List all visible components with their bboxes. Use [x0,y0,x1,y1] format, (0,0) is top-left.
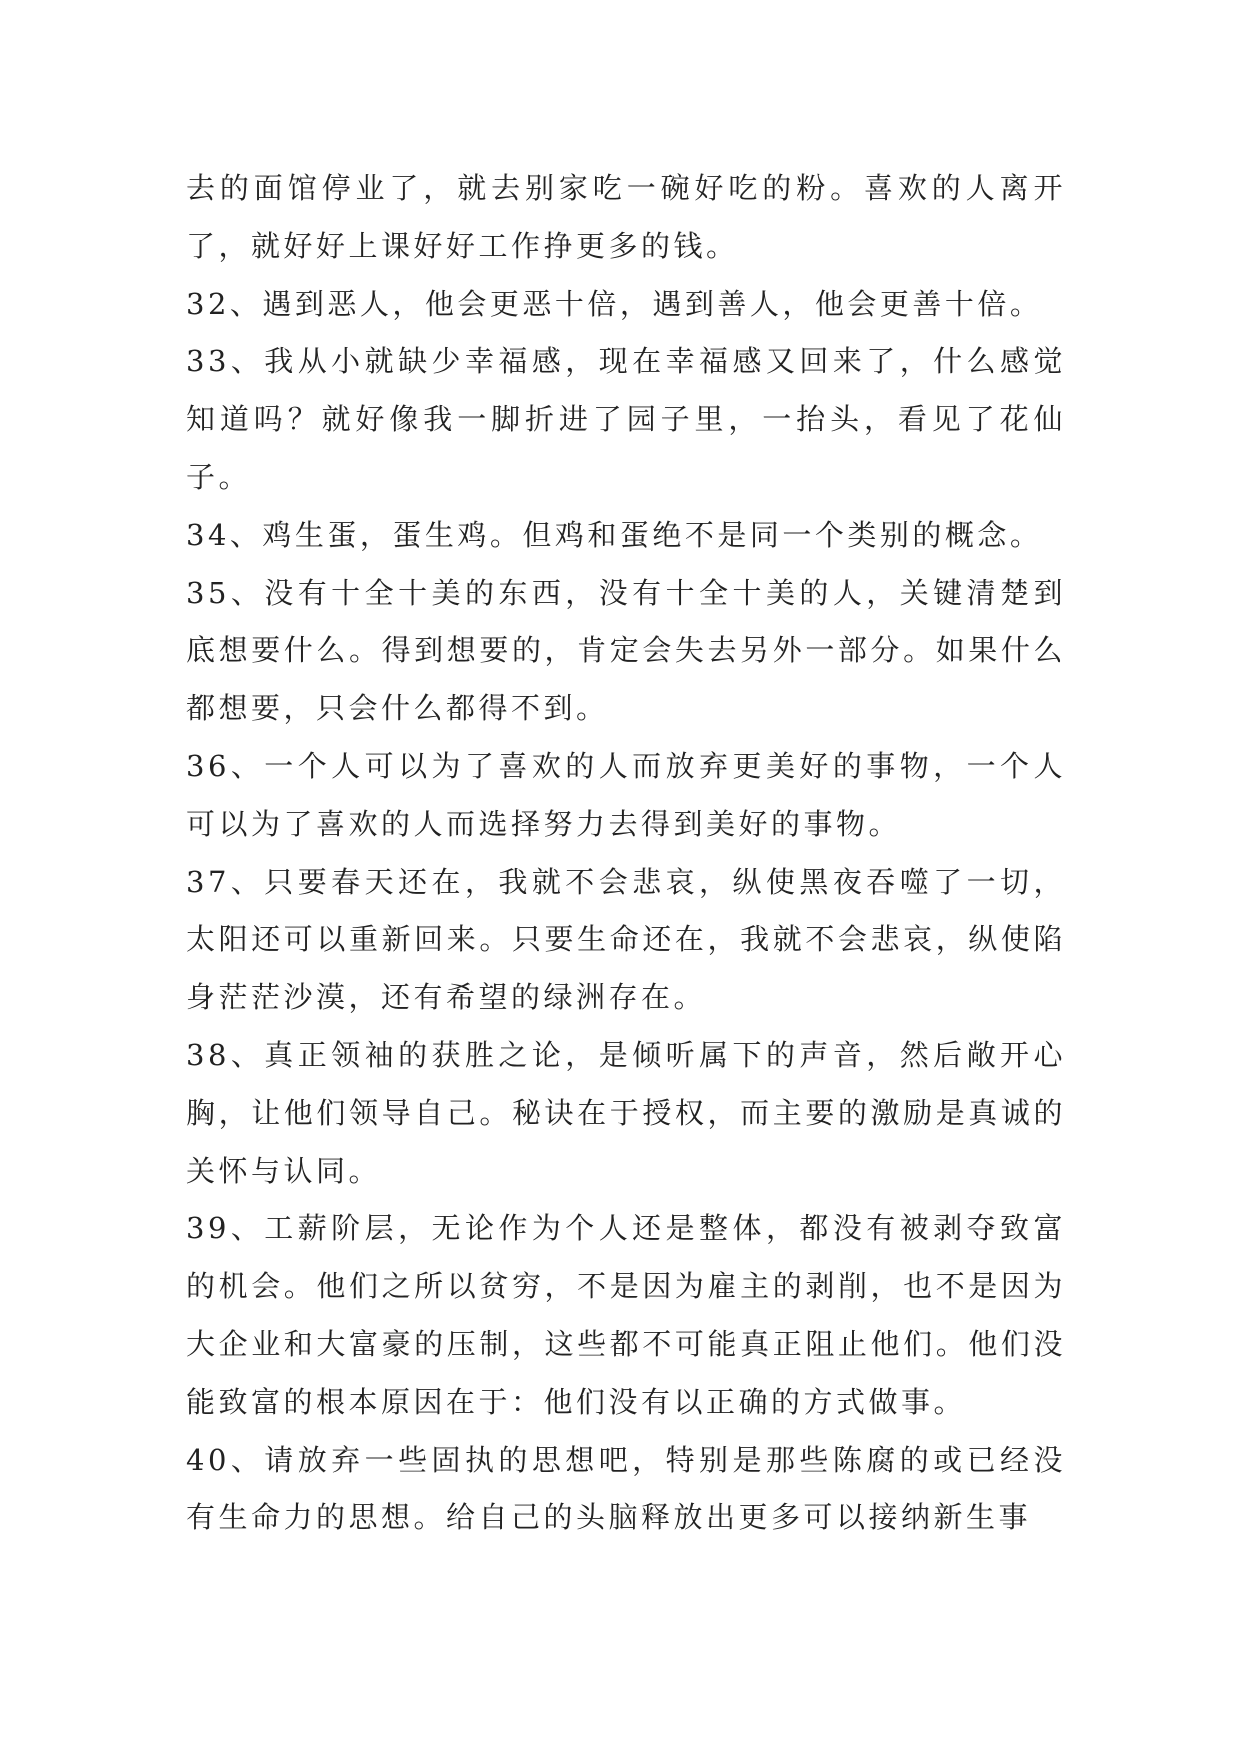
paragraph-37: 37、只要春天还在，我就不会悲哀，纵使黑夜吞噬了一切，太阳还可以重新回来。只要生命还在，我就不会悲哀，纵使陷身茫茫沙漠，还有希望的绿洲存在。 [186,864,1066,1015]
paragraph-38: 38、真正领袖的获胜之论，是倾听属下的声音，然后敞开心胸，让他们领导自己。秘诀在于授权，而主要的激励是真诚的关怀与认同。 [186,1037,1066,1188]
paragraph-34: 34、鸡生蛋，蛋生鸡。但鸡和蛋绝不是同一个类别的概念。 [186,517,1043,552]
paragraph-35: 35、没有十全十美的东西，没有十全十美的人，关键清楚到底想要什么。得到想要的，肯定会失去另外一部分。如果什么都想要，只会什么都得不到。 [186,575,1066,726]
document-body [186,160,1066,1547]
paragraph-36: 36、一个人可以为了喜欢的人而放弃更美好的事物，一个人可以为了喜欢的人而选择努力去得到美好的事物。 [186,748,1066,841]
paragraph-32: 32、遇到恶人，他会更恶十倍，遇到善人，他会更善十倍。 [186,286,1043,321]
paragraph-40: 40、请放弃一些固执的思想吧，特别是那些陈腐的或已经没有生命力的思想。给自己的头脑释放出更多可以接纳新生事 [186,1442,1066,1535]
paragraph-continued: 去的面馆停业了，就去别家吃一碗好吃的粉。喜欢的人离开了，就好好上课好好工作挣更多的钱。 [186,171,1066,263]
paragraph-39: 39、工薪阶层，无论作为个人还是整体，都没有被剥夺致富的机会。他们之所以贫穷，不是因为雇主的剥削，也不是因为大企业和大富豪的压制，这些都不可能真正阻止他们。他们没能致富的根本原因在于：他们没有以正确的方式做事。 [186,1211,1066,1419]
paragraph-33: 33、我从小就缺少幸福感，现在幸福感又回来了，什么感觉知道吗？就好像我一脚折进了园子里，一抬头，看见了花仙子。 [186,344,1066,494]
